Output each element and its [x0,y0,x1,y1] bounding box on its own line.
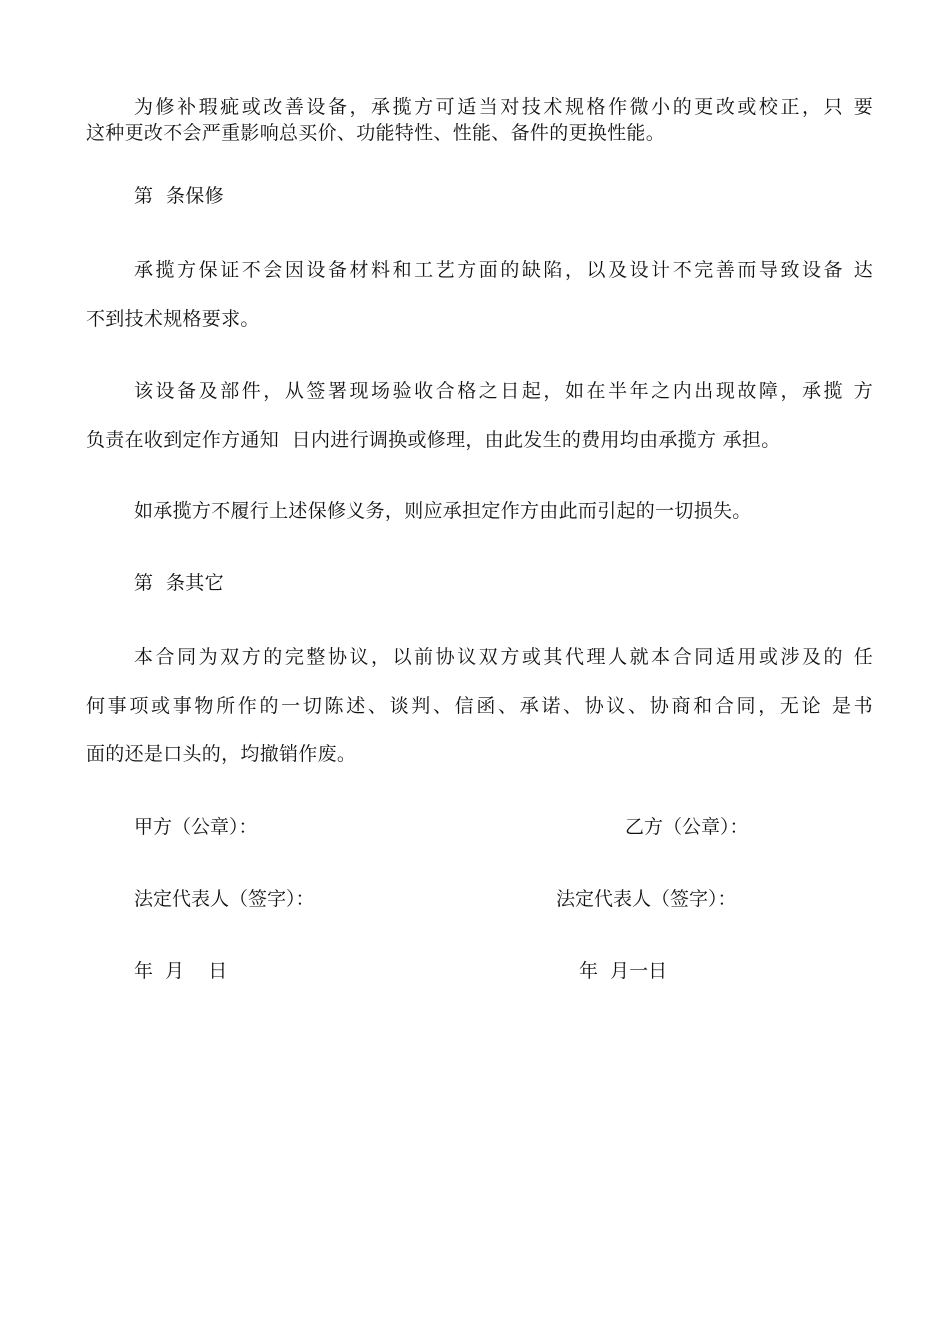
heading-warranty: 第 条保修 [134,185,224,207]
paragraph-2-line-2: 不到技术规格要求。 [86,308,260,330]
party-b-date-label: 年 月一日 [579,960,668,982]
paragraph-5-line-1: 本合同为双方的完整协议，以前协议双方或其代理人就本合同适用或涉及的 任 [134,646,873,668]
paragraph-4-line-1: 如承揽方不履行上述保修义务，则应承担定作方由此而引起的一切损失。 [134,500,752,522]
party-a-seal-label: 甲方（公章）： [134,816,258,838]
party-b-seal-label: 乙方（公章）： [625,816,749,838]
paragraph-5-line-2: 何事项或事物所作的一切陈述、谈判、信函、承诺、协议、协商和合同，无论 是书 [86,695,873,717]
paragraph-1-line-2: 这种更改不会严重影响总买价、功能特性、性能、备件的更换性能。 [86,122,666,144]
party-b-representative-label: 法定代表人（签字）： [556,888,737,910]
paragraph-3-line-1: 该设备及部件，从签署现场验收合格之日起，如在半年之内出现故障，承揽 方 [134,380,873,402]
party-a-date-label: 年 月 日 [134,960,228,982]
paragraph-5-line-3: 面的还是口头的，均撤销作废。 [86,743,357,765]
paragraph-1-line-1: 为修补瑕疵或改善设备，承揽方可适当对技术规格作微小的更改或校正，只 要 [134,96,873,118]
party-a-representative-label: 法定代表人（签字）： [134,888,315,910]
paragraph-3-line-2: 负责在收到定作方通知 日内进行调换或修理，由此发生的费用均由承揽方 承担。 [86,429,781,451]
heading-other: 第 条其它 [134,572,224,594]
paragraph-2-line-1: 承揽方保证不会因设备材料和工艺方面的缺陷，以及设计不完善而导致设备 达 [134,259,873,281]
